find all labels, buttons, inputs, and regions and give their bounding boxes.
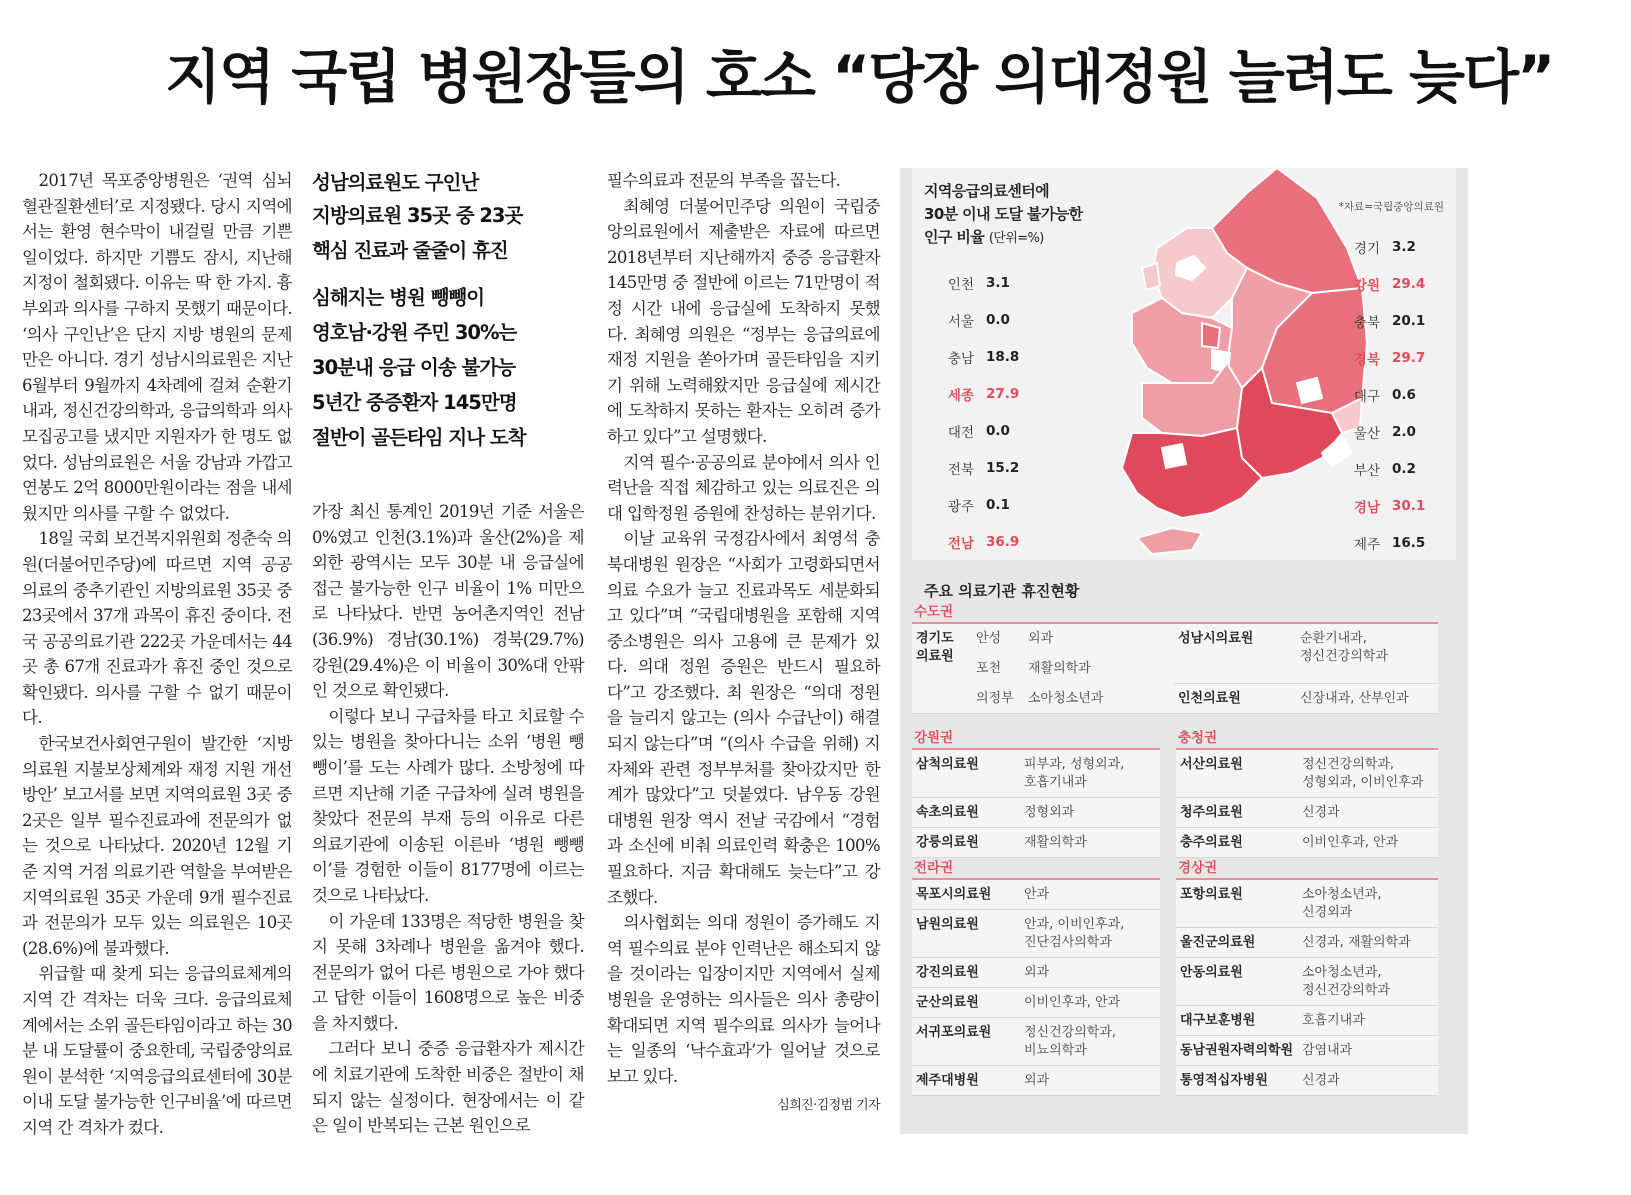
region-value-row <box>1330 302 1425 339</box>
region-value: 2.0 <box>1392 423 1416 440</box>
article-column-3 <box>607 168 880 1119</box>
map-panel <box>912 168 1456 560</box>
subheadline: 핵심 진료과 줄줄이 휴진 <box>312 239 508 262</box>
region-gyeongsang <box>1176 856 1438 1096</box>
dept-list: 소아청소년과 <box>1028 691 1104 706</box>
dept-list: 피부과, 성형외과, 호흡기내과 <box>1024 757 1125 790</box>
region-name: 울산 <box>1353 425 1380 442</box>
region-value-row <box>924 264 1019 301</box>
table-row <box>1176 958 1438 1006</box>
region-value-row <box>1330 413 1425 450</box>
region-name: 광주 <box>947 498 974 515</box>
article-column-1 <box>22 168 292 1141</box>
map-title-line: 인구 비율 <box>924 228 985 246</box>
region-value: 16.5 <box>1392 534 1426 551</box>
region-value: 20.1 <box>1392 312 1426 329</box>
table-row <box>1176 880 1438 928</box>
table-row <box>912 1066 1160 1096</box>
region-name: 경북 <box>1353 351 1380 368</box>
region-value: 0.6 <box>1392 386 1416 403</box>
dept-list: 신경과 <box>1302 805 1340 820</box>
region-name: 충북 <box>1353 314 1380 331</box>
region-value: 3.2 <box>1392 238 1416 255</box>
dept-list: 순환기내과, 정신건강의학과 <box>1300 631 1388 664</box>
subheadline: 성남의료원도 구인난 <box>312 171 479 194</box>
table-row <box>912 958 1160 988</box>
article-column-2 <box>312 168 584 1139</box>
paragraph: 위급할 때 찾게 되는 응급의료체계의 지역 간 격차는 더욱 크다. 응급의료체계에서는 소위 골든타임이라고 하는 30분 내 도달률이 중요한데, 국립중앙의료원이 분석한 ‘지역응급의료센터에 30분 이내 도달 불가능한 인구비율’에 따르면 지역 간 격차가 컸다. <box>22 964 292 1137</box>
paragraph: 필수의료과 전문의 부족을 꼽는다. <box>607 171 841 190</box>
facility-name: 울진군의료원 <box>1180 935 1256 950</box>
dept-list: 소아청소년과, 신경외과 <box>1302 887 1382 920</box>
paragraph: 이렇다 보니 구급차를 타고 치료할 수 있는 병원을 찾아다니는 소위 ‘병원 뺑뺑이’를 도는 사례가 많다. 소방청에 따르면 지난해 기준 구급차에 실려 병원을 찾았다 전문의 부재 등의 이유로 다른 의료기관에 이송된 이른바 ‘병원 뺑뺑이’를 경험한 이들이 8177명에 이르는 것으로 나타났다. <box>312 706 584 905</box>
table-row <box>912 828 1160 858</box>
facility-name: 통영적십자병원 <box>1180 1073 1268 1088</box>
table-row <box>912 750 1160 798</box>
facility-name: 서귀포의료원 <box>916 1025 992 1040</box>
region-value: 0.0 <box>986 311 1010 328</box>
region-value-row <box>1330 339 1425 376</box>
dept-list: 신경과 <box>1302 1073 1340 1088</box>
table-row <box>1174 624 1438 684</box>
region-chungcheong <box>1176 726 1438 858</box>
dept-list: 소아청소년과, 정신건강의학과 <box>1302 965 1390 998</box>
region-name: 서울 <box>947 313 974 330</box>
region-value-row <box>924 301 1019 338</box>
facility-name: 경기도 의료원 <box>916 631 954 664</box>
table-row <box>912 624 1174 714</box>
facility-name: 삼척의료원 <box>916 757 979 772</box>
subheadline: 영호남·강원 주민 30%는 <box>312 321 517 344</box>
table-row <box>912 1018 1160 1066</box>
table-row <box>912 798 1160 828</box>
region-name: 수도권 <box>912 600 1438 624</box>
region-name: 경남 <box>1353 499 1380 516</box>
region-value: 15.2 <box>986 459 1020 476</box>
dept-list: 외과 <box>1024 965 1050 980</box>
map-region-incheon <box>1142 263 1160 290</box>
table-row <box>1176 1036 1438 1066</box>
branch-name: 포천 <box>976 661 1002 676</box>
paragraph: 18일 국회 보건복지위원회 정춘숙 의원(더불어민주당)에 따르면 지역 공공의료의 중추기관인 지방의료원 35곳 중 23곳에서 37개 과목이 휴진 중이다. 전국 공공의료기관 222곳 가운데서는 44곳 총 67개 진료과가 휴진 중인 것으로 확인됐다. 의사를 구할 수 없기 때문이다. <box>22 529 292 728</box>
paragraph: 이 가운데 133명은 적당한 병원을 찾지 못해 3차례나 병원을 옮겨야 했다. 전문의가 없어 다른 병원으로 가야 했다고 답한 이들이 1608명으로 높은 비중을 차지했다. <box>312 911 584 1033</box>
subheadline-group-1 <box>312 168 584 455</box>
region-name: 대구 <box>1353 388 1380 405</box>
region-value: 29.4 <box>1392 275 1426 292</box>
region-name: 강원권 <box>912 726 1160 750</box>
facility-name: 남원의료원 <box>916 917 979 932</box>
dept-list: 안과 <box>1024 887 1050 902</box>
dept-list: 이비인후과, 안과 <box>1024 995 1121 1010</box>
region-value-row <box>924 523 1019 560</box>
table-row <box>912 880 1160 910</box>
region-value: 27.9 <box>986 385 1020 402</box>
facility-name: 서산의료원 <box>1180 757 1243 772</box>
table-row <box>1176 828 1438 858</box>
region-name: 전북 <box>947 461 974 478</box>
region-name: 대전 <box>947 424 974 441</box>
region-value-row <box>924 338 1019 375</box>
dept-list: 신장내과, 산부인과 <box>1300 691 1409 706</box>
map-region-daegu <box>1297 378 1322 403</box>
subheadline: 30분내 응급 이송 불가능 <box>312 356 516 379</box>
subheadline: 심해지는 병원 뺑뺑이 <box>312 286 485 309</box>
region-value: 0.2 <box>1392 460 1416 477</box>
dept-list: 정신건강의학과, 성형외과, 이비인후과 <box>1302 757 1424 790</box>
region-value-row <box>924 486 1019 523</box>
dept-list: 신경과, 재활의학과 <box>1302 935 1411 950</box>
facility-name: 인천의료원 <box>1178 691 1241 706</box>
facility-name: 충주의료원 <box>1180 835 1243 850</box>
map-title <box>924 180 1083 250</box>
region-value-row <box>924 412 1019 449</box>
dept-list: 외과 <box>1028 631 1054 646</box>
region-name: 부산 <box>1353 462 1380 479</box>
map-region-sejong <box>1202 323 1220 348</box>
paragraph: 지역 필수·공공의료 분야에서 의사 인력난을 직접 체감하고 있는 의료진은 의대 입학정원 증원에 찬성하는 분위기다. <box>607 452 880 523</box>
region-name: 충남 <box>947 350 974 367</box>
region-value: 3.1 <box>986 274 1010 291</box>
map-region-gwangju <box>1162 444 1186 468</box>
region-gangwon <box>912 726 1160 858</box>
branch-name: 안성 <box>976 631 1002 646</box>
facility-name: 강진의료원 <box>916 965 979 980</box>
region-name: 인천 <box>947 276 974 293</box>
region-values-left <box>924 264 1019 560</box>
headline: 지역 국립 병원장들의 호소 “당장 의대정원 늘려도 늦다” <box>165 43 1554 111</box>
region-name: 강원 <box>1353 277 1380 294</box>
dept-list: 재활의학과 <box>1024 835 1087 850</box>
region-value-row <box>1330 228 1425 265</box>
region-value: 0.0 <box>986 422 1010 439</box>
paragraph: 한국보건사회연구원이 발간한 ‘지방의료원 지불보상체계와 재정 지원 개선 방안’ 보고서를 보면 지역의료원 3곳 중 2곳은 일부 필수진료과에 전문의가 없는 것으로 나타났다. 2020년 12월 기준 지역 거점 의료기관 역할을 부여받은 지역의료원 35곳 가운데 9개 필수진료과 전문의가 모두 있는 의료원은 10곳(28.6%)에 불과했다. <box>22 734 292 958</box>
table-row <box>1176 750 1438 798</box>
region-value-row <box>1330 487 1425 524</box>
subheadline: 절반이 골든타임 지나 도착 <box>312 426 526 449</box>
region-values-right <box>1330 228 1425 561</box>
region-name: 전라권 <box>912 856 1160 880</box>
region-value-row <box>1330 265 1425 302</box>
facility-name: 포항의료원 <box>1180 887 1243 902</box>
byline: 심희진·김정범 기자 <box>777 1098 880 1114</box>
table-row <box>1176 1066 1438 1096</box>
dept-list: 이비인후과, 안과 <box>1302 835 1399 850</box>
dept-list: 안과, 이비인후과, 진단검사의학과 <box>1024 917 1125 950</box>
paragraph: 그러다 보니 중증 응급환자가 제시간에 치료기관에 도착한 비중은 절반이 채 되지 않는 실정이다. 현장에서는 이 같은 일이 반복되는 근본 원인으로 <box>312 1039 584 1136</box>
dept-list: 정신건강의학과, 비뇨의학과 <box>1024 1025 1117 1058</box>
table-row <box>1176 1006 1438 1036</box>
table-row <box>1176 928 1438 958</box>
region-value-row <box>1330 524 1425 561</box>
facility-name: 속초의료원 <box>916 805 979 820</box>
map-title-line: 30분 이내 도달 불가능한 <box>924 205 1083 223</box>
region-name: 제주 <box>1353 536 1380 553</box>
region-value-row <box>1330 376 1425 413</box>
region-name: 충청권 <box>1176 726 1438 750</box>
paragraph: 가장 최신 통계인 2019년 기준 서울은 0%였고 인천(3.1%)과 울산(2%)을 제외한 광역시는 모두 30분 내 응급실에 접근 불가능한 인구 비율이 1% 미만으로 나타났다. 반면 농어촌지역인 전남(36.9%) 경남(30.1%) 경북(29.7%) 강원(29.4%)은 이 비율이 30%대 안팎인 것으로 확인됐다. <box>312 502 584 701</box>
facility-name: 동남권원자력의학원 <box>1180 1043 1294 1058</box>
region-value: 0.1 <box>986 496 1010 513</box>
subheadline: 5년간 중증환자 145만명 <box>312 391 517 414</box>
region-name: 경상권 <box>1176 856 1438 880</box>
region-value: 18.8 <box>986 348 1020 365</box>
table-row <box>1174 684 1438 714</box>
region-value: 30.1 <box>1392 497 1426 514</box>
region-value: 29.7 <box>1392 349 1426 366</box>
dept-list: 외과 <box>1024 1073 1050 1088</box>
subheadline: 지방의료원 35곳 중 23곳 <box>312 204 523 227</box>
table-row <box>1176 798 1438 828</box>
region-capital <box>912 600 1438 714</box>
facility-name: 강릉의료원 <box>916 835 979 850</box>
table-row <box>912 910 1160 958</box>
region-name: 전남 <box>947 535 974 552</box>
map-source: *자료=국립중앙의료원 <box>1338 201 1444 213</box>
paragraph: 최혜영 더불어민주당 의원이 국립중앙의료원에서 제출받은 자료에 따르면 2018년부터 지난해까지 중증 응급환자 145만명 중 절반에 이르는 71만명이 적정 시간 내에 응급실에 도착하지 못했다. 최혜영 의원은 “정부는 응급의료에 재정 지원을 쏟아가며 골든타임을 지키기 위해 노력해왔지만 응급실에 제시간에 도착하지 못하는 환자는 오히려 증가하고 있다”고 설명했다. <box>607 196 880 446</box>
paragraph: 2017년 목포중앙병원은 ‘권역 심뇌혈관질환센터’로 지정됐다. 당시 지역에서는 환영 현수막이 내걸릴 만큼 기쁜 일이었다. 하지만 기쁨도 잠시, 지난해 지정이 철회됐다. 이유는 딱 한 가지. 흉부외과 의사를 구하지 못했기 때문이다. ‘의사 구인난’은 단지 지방 병원의 문제만은 아니다. 경기 성남시의료원은 지난 6월부터 9월까지 4차례에 걸쳐 순환기내과, 정신건강의학과, 응급의학과 의사 모집공고를 냈지만 지원자가 한 명도 없었다. 성남의료원은 서울 강남과 가깝고 연봉도 2억 8000만원이라는 점을 내세웠지만 의사를 구할 수 없었다. <box>22 171 292 523</box>
facility-name: 안동의료원 <box>1180 965 1243 980</box>
paragraph: 의사협회는 의대 정원이 증가해도 지역 필수의료 분야 인력난은 해소되지 않을 것이라는 입장이지만 지역에서 실제 병원을 운영하는 의사들은 의사 총량이 확대되면 지역 필수의료 의사가 늘어나는 일종의 ‘낙수효과’가 일어날 것으로 보고 있다. <box>607 913 880 1086</box>
table-row <box>912 988 1160 1018</box>
region-name: 경기 <box>1353 240 1380 257</box>
map-unit: (단위=%) <box>988 231 1044 246</box>
facility-name: 제주대병원 <box>916 1073 979 1088</box>
dept-list: 호흡기내과 <box>1302 1013 1365 1028</box>
dept-list: 재활의학과 <box>1028 661 1091 676</box>
infographic-sidebar <box>900 168 1468 1134</box>
region-value-row <box>1330 450 1425 487</box>
table-title: 주요 의료기관 휴진현황 <box>924 582 1080 600</box>
paragraph: 이날 교육위 국정감사에서 최영석 충북대병원 원장은 “사회가 고령화되면서 의료 수요가 늘고 진료과목도 세분화되고 있다”며 “국립대병원을 포함해 지역 중소병원은 의사 고용에 큰 문제가 있다. 의대 정원 증원은 반드시 필요하다”고 강조했다. 최 원장은 “의대 정원을 늘리지 않고는 (의사 수급난이) 해결되지 않는다”며 “(의사 수급을 위해) 지자체와 관련 정부부처를 찾아갔지만 한계가 많았다”고 덧붙였다. 남우동 강원대병원 원장 역시 전날 국감에서 “경험과 소신에 비춰 의료인력 확충은 100% 필요하다. 지금 확대해도 늦는다”고 강조했다. <box>607 529 880 907</box>
map-region-jeju <box>1137 528 1202 554</box>
map-title-line: 지역응급의료센터에 <box>924 182 1050 200</box>
region-value-row <box>924 375 1019 412</box>
branch-name: 의정부 <box>976 691 1014 706</box>
dept-list: 감염내과 <box>1302 1043 1353 1058</box>
region-value: 36.9 <box>986 533 1020 550</box>
facility-name: 군산의료원 <box>916 995 979 1010</box>
facility-name: 청주의료원 <box>1180 805 1243 820</box>
facility-name: 성남시의료원 <box>1178 631 1254 646</box>
facility-name: 대구보훈병원 <box>1180 1013 1256 1028</box>
facility-name: 목포시의료원 <box>916 887 992 902</box>
region-name: 세종 <box>947 387 974 404</box>
region-jeolla <box>912 856 1160 1096</box>
dept-list: 정형외과 <box>1024 805 1075 820</box>
region-value-row <box>924 449 1019 486</box>
